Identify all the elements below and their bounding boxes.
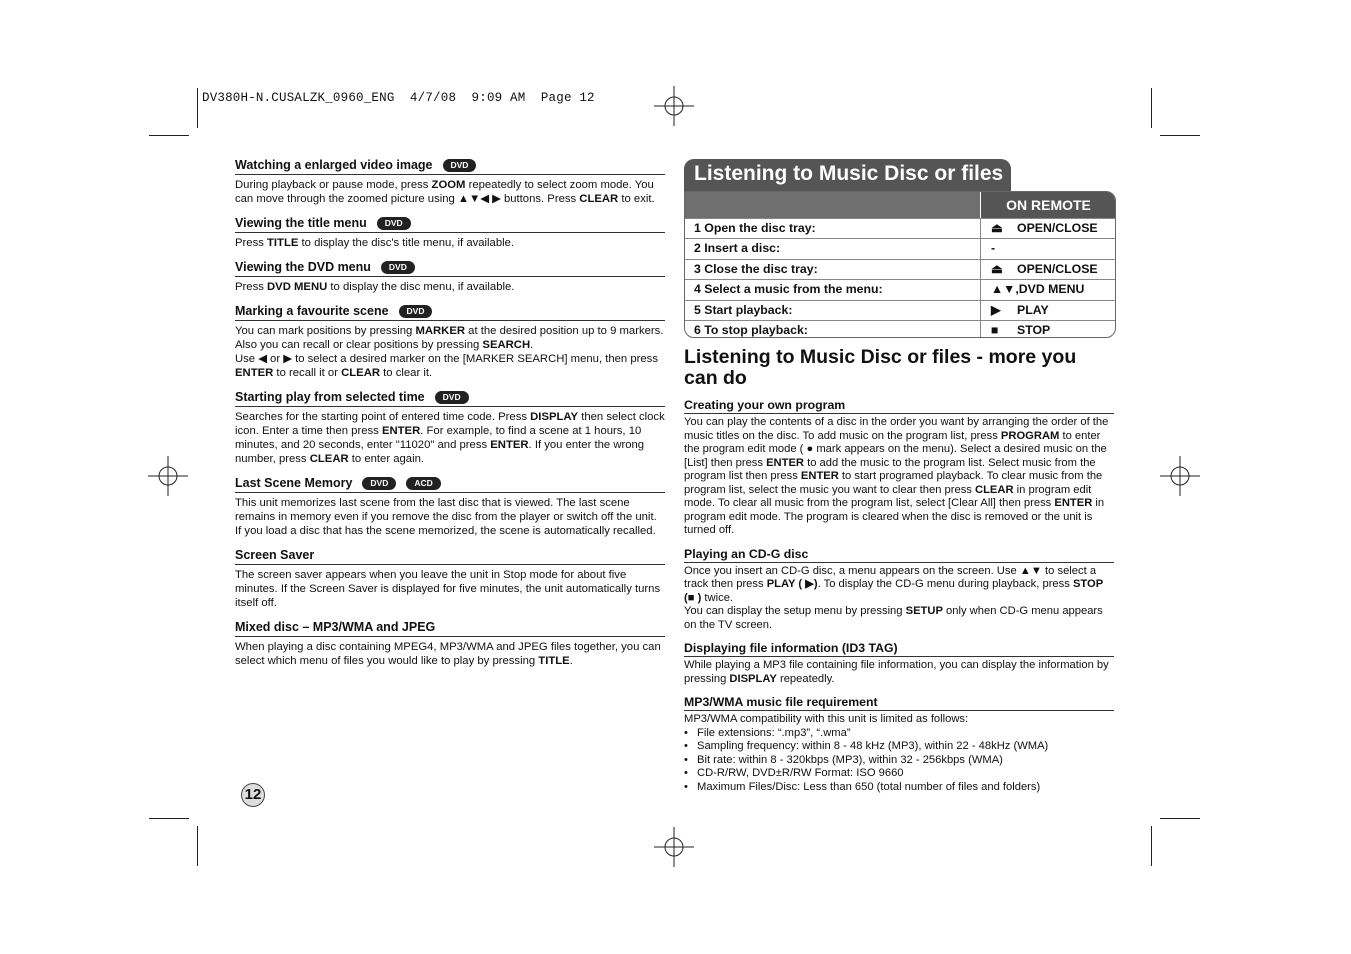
left-column — [235, 158, 665, 668]
step-label: 1 Open the disc tray: — [694, 221, 816, 235]
section-body: Press DVD MENU to display the disc menu, if available. — [235, 281, 515, 293]
registration-mark — [1160, 456, 1200, 496]
remote-button-label: PLAY — [1017, 302, 1049, 317]
registration-mark — [654, 86, 694, 126]
crop-mark — [1160, 135, 1200, 136]
disc-type-badge: DVD — [362, 477, 396, 490]
disc-type-badge: DVD — [443, 159, 477, 172]
section-heading — [235, 260, 665, 277]
crop-mark — [1151, 826, 1152, 866]
remote-icon: ▶ — [991, 302, 1001, 317]
table-row — [685, 218, 1115, 238]
print-slug: DV380H-N.CUSALZK_0960_ENG 4/7/08 9:09 AM Page 12 — [202, 91, 595, 105]
remote-button-label: DVD MENU — [1018, 282, 1085, 297]
registration-mark — [148, 456, 188, 496]
section-body: When playing a disc containing MPEG4, MP3/WMA and JPEG files together, you can select which menu of files you would like to play by pressing TITLE. — [235, 641, 661, 667]
step-label: 4 Select a music from the menu: — [694, 282, 883, 297]
remote-button-cell — [980, 239, 1115, 258]
crop-mark — [1160, 818, 1200, 819]
section-heading-text: Viewing the DVD menu — [235, 260, 371, 274]
section-heading-text: Watching a enlarged video image — [235, 158, 433, 172]
remote-button-cell — [980, 219, 1115, 238]
section-heading — [235, 548, 665, 565]
crop-mark — [149, 818, 189, 819]
crop-mark — [197, 826, 198, 866]
section-heading-text: Screen Saver — [235, 548, 315, 562]
section-heading — [235, 620, 665, 637]
remote-icon: ▲▼, — [991, 282, 1019, 297]
section-title-tab — [684, 159, 1011, 191]
section-body: During playback or pause mode, press ZOOM repeatedly to select zoom mode. You can move through the zoomed picture using ▲▼◀ ▶ buttons. Press CLEAR to exit. — [235, 179, 655, 205]
section-body: You can play the contents of a disc in the order you want by arranging the order of the music titles on the disc. To add music on the program list, press PROGRAM to enter the program edit mode ( ● mark appears on the menu). Select a desired music on the [List] then press ENTER to add the music to the program list. Select music from the program list then press ENTER to start programed playback. To clear music from the program list, select the music you want to clear then press CLEAR in program edit mode. To clear all music from the program list, select [Clear All] then press ENTER in program edit mode. The program is cleared when the disc is removed or the unit is turned off. — [684, 416, 1109, 536]
section-heading-text: Mixed disc – MP3/WMA and JPEG — [235, 620, 436, 634]
disc-type-badge: DVD — [399, 305, 433, 318]
step-label: 3 Close the disc tray: — [694, 261, 818, 276]
section-heading — [235, 304, 665, 321]
section-body: Press TITLE to display the disc's title menu, if available. — [235, 237, 515, 249]
table-row — [685, 300, 1115, 320]
remote-button-label: - — [991, 241, 996, 256]
section-body: This unit memorizes last scene from the last disc that is viewed. The last scene remains in memory even if you remove the disc from the player or switch off the unit. If you load a disc that has the scene memorized, the scene is automatically recalled. — [235, 497, 657, 537]
step-label: 5 Start playback: — [694, 302, 793, 317]
section-heading — [235, 216, 665, 233]
crop-mark — [1151, 88, 1152, 128]
remote-icon: ■ — [991, 322, 999, 337]
section-body: While playing a MP3 file containing file information, you can display the information by pressing DISPLAY repeatedly. — [684, 659, 1109, 685]
registration-mark — [654, 827, 694, 867]
section-heading-text: Starting play from selected time — [235, 390, 425, 404]
table-row — [685, 238, 1115, 258]
table-row — [685, 279, 1115, 299]
disc-type-badge: DVD — [435, 391, 469, 404]
table-header — [685, 192, 1115, 218]
crop-mark — [149, 135, 189, 136]
section-heading-text: Last Scene Memory — [235, 476, 353, 490]
disc-type-badge: ACD — [406, 477, 440, 490]
crop-mark — [197, 88, 198, 128]
remote-button-label: OPEN/CLOSE — [1017, 261, 1098, 276]
remote-icon: ⏏ — [991, 221, 1003, 235]
table-row — [685, 259, 1115, 279]
section-title: Listening to Music Disc or files — [694, 162, 1004, 185]
section-body: The screen saver appears when you leave the unit in Stop mode for about five minutes. If the Screen Saver is displayed for five minutes, the unit automatically turns itself off. — [235, 569, 661, 609]
section-heading — [235, 476, 665, 493]
section-heading: Playing an CD-G disc — [684, 547, 1114, 563]
step-label: 6 To stop playback: — [694, 322, 808, 337]
remote-button-label: STOP — [1017, 322, 1051, 337]
section-body: Searches for the starting point of entered time code. Press DISPLAY then select clock icon. Enter a time then press ENTER. For example, to find a scene at 1 hours, 10 minutes, and 20 seconds, enter "11020" and press ENTER. If you enter the wrong number, press CLEAR to enter again. — [235, 411, 665, 465]
remote-button-cell — [980, 280, 1115, 299]
section-body: Once you insert an CD-G disc, a menu appears on the screen. Use ▲▼ to select a track then press PLAY ( ▶). To display the CD-G menu during playback, press STOP (■ ) twice. You can display the setup menu by pressing SETUP only when CD-G menu appears on the TV screen. — [684, 564, 1104, 631]
disc-type-badge: DVD — [377, 217, 411, 230]
section-heading-text: Marking a favourite scene — [235, 304, 389, 318]
remote-button-label: OPEN/CLOSE — [1017, 221, 1098, 235]
remote-button-cell — [980, 301, 1115, 320]
section-heading: Displaying file information (ID3 TAG) — [684, 641, 1114, 657]
section-heading — [235, 158, 665, 175]
remote-button-cell — [980, 260, 1115, 279]
remote-icon: ⏏ — [991, 261, 1003, 276]
remote-button-cell — [980, 321, 1115, 338]
page-number: 12 — [241, 783, 265, 807]
right-column — [684, 398, 1114, 794]
table-row — [685, 320, 1115, 338]
section-heading-text: Viewing the title menu — [235, 216, 367, 230]
disc-type-badge: DVD — [381, 261, 415, 274]
section-body: You can mark positions by pressing MARKER at the desired position up to 9 markers. Also you can recall or clear positions by pressing SEARCH. Use ◀ or ▶ to select a desired marker on the [MARKER SEARCH] menu, then press ENTER to recall it or CLEAR to clear it. — [235, 325, 664, 379]
more-title: Listening to Music Disc or files - more you can do — [684, 346, 1077, 389]
section-heading — [235, 390, 665, 407]
section-body: MP3/WMA compatibility with this unit is limited as follows: • File extensions: “.mp3”, “.wma” • Sampling frequency: within 8 - 48 kHz (MP3), within 22 - 48kHz (WMA) • Bit rate: within 8 - 320kbps (MP3), within 32 - 256kbps (WMA) • CD-R/RW, DVD±R/RW Format: ISO 9660 • Maximum Files/Disc: Less than 650 (total number of files and folders) — [684, 713, 1114, 794]
steps-table — [684, 191, 1116, 338]
step-label: 2 Insert a disc: — [694, 241, 781, 256]
on-remote-header: ON REMOTE — [980, 192, 1116, 218]
section-heading: Creating your own program — [684, 398, 1114, 414]
table-body — [685, 218, 1115, 338]
section-heading: MP3/WMA music file requirement — [684, 695, 1114, 711]
